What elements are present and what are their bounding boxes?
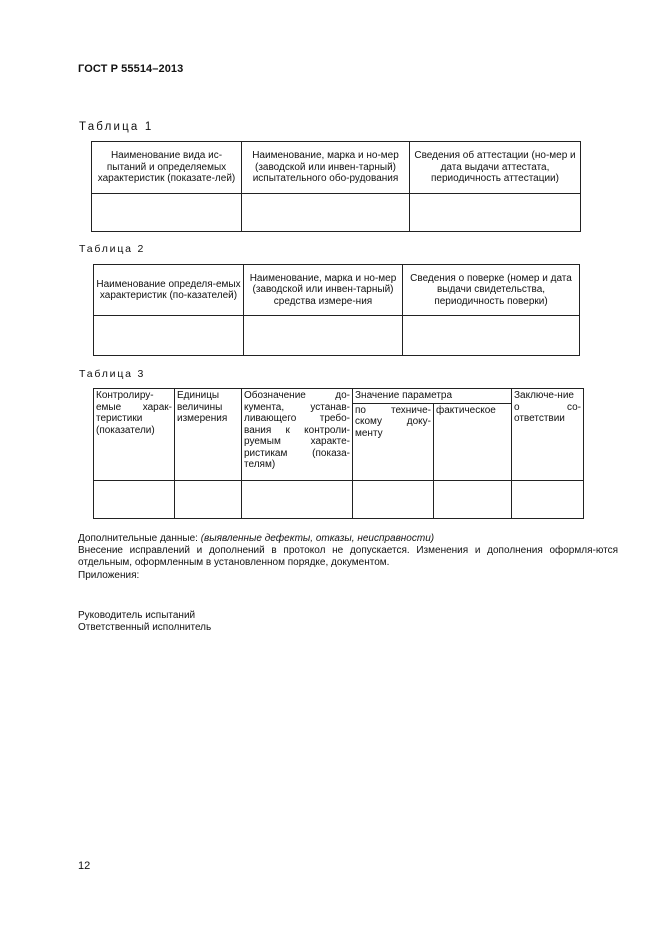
additional-data-hint: (выявленные дефекты, отказы, неисправности) xyxy=(200,533,435,544)
page-number: 12 xyxy=(78,860,91,872)
table2 xyxy=(93,264,580,356)
table2-cell xyxy=(244,316,403,356)
table3-header-parameter-value: Значение параметра xyxy=(353,389,512,404)
document-code: ГОСТ Р 55514–2013 xyxy=(78,63,184,75)
table1-cell xyxy=(92,194,242,232)
table3-cell xyxy=(175,480,242,518)
table1-cell xyxy=(242,194,410,232)
table3-header-units: Единицы величины измерения xyxy=(175,389,242,481)
table3-cell xyxy=(434,480,512,518)
table3-caption: Таблица 3 xyxy=(79,368,146,380)
table1-caption: Таблица 1 xyxy=(79,121,154,133)
signature-executor: Ответственный исполнитель xyxy=(78,622,212,633)
table3-cell xyxy=(353,480,434,518)
table3-header-document: Обозначение до-кумента, устанав-ливающего требо-вания к контроли-руемым характе-ристикам (показа-телям) xyxy=(242,389,353,481)
table3-cell xyxy=(94,480,175,518)
table2-header-3: Сведения о поверке (номер и дата выдачи свидетельства, периодичность поверки) xyxy=(403,265,580,316)
table1-header-2: Наименование, марка и но-мер (заводской или инвен-тарный) испытательного обо-рудования xyxy=(242,142,410,194)
table3-header-characteristics: Контролиру-емые харак-теристики (показатели) xyxy=(94,389,175,481)
table1-header-3: Сведения об аттестации (но-мер и дата выдачи аттестата, периодичность аттестации) xyxy=(410,142,581,194)
signature-head: Руководитель испытаний xyxy=(78,610,196,621)
table1 xyxy=(91,141,581,232)
table3-header-conclusion: Заключе-ние о со-ответствии xyxy=(512,389,584,481)
table3-cell xyxy=(242,480,353,518)
attachments-label: Приложения: xyxy=(78,570,140,581)
table2-header-2: Наименование, марка и но-мер (заводской или инвен-тарный) средства измере-ния xyxy=(244,265,403,316)
corrections-note: Внесение исправлений и дополнений в протокол не допускается. Изменения и дополнения оформля-ются отдельным, оформленным в установленном порядке, документом. xyxy=(78,545,618,568)
table3-header-actual: фактическое xyxy=(434,403,512,480)
table2-cell xyxy=(403,316,580,356)
table3-header-by-document: по техниче-скому доку-менту xyxy=(353,403,434,480)
table3 xyxy=(93,388,584,519)
additional-data xyxy=(78,533,618,545)
table1-header-1: Наименование вида ис-пытаний и определяемых характеристик (показате-лей) xyxy=(92,142,242,194)
table2-header-1: Наименование определя-емых характеристик (по-казателей) xyxy=(94,265,244,316)
table1-cell xyxy=(410,194,581,232)
table2-cell xyxy=(94,316,244,356)
table2-caption: Таблица 2 xyxy=(79,243,146,255)
table3-cell xyxy=(512,480,584,518)
additional-data-label: Дополнительные данные: xyxy=(78,533,201,544)
